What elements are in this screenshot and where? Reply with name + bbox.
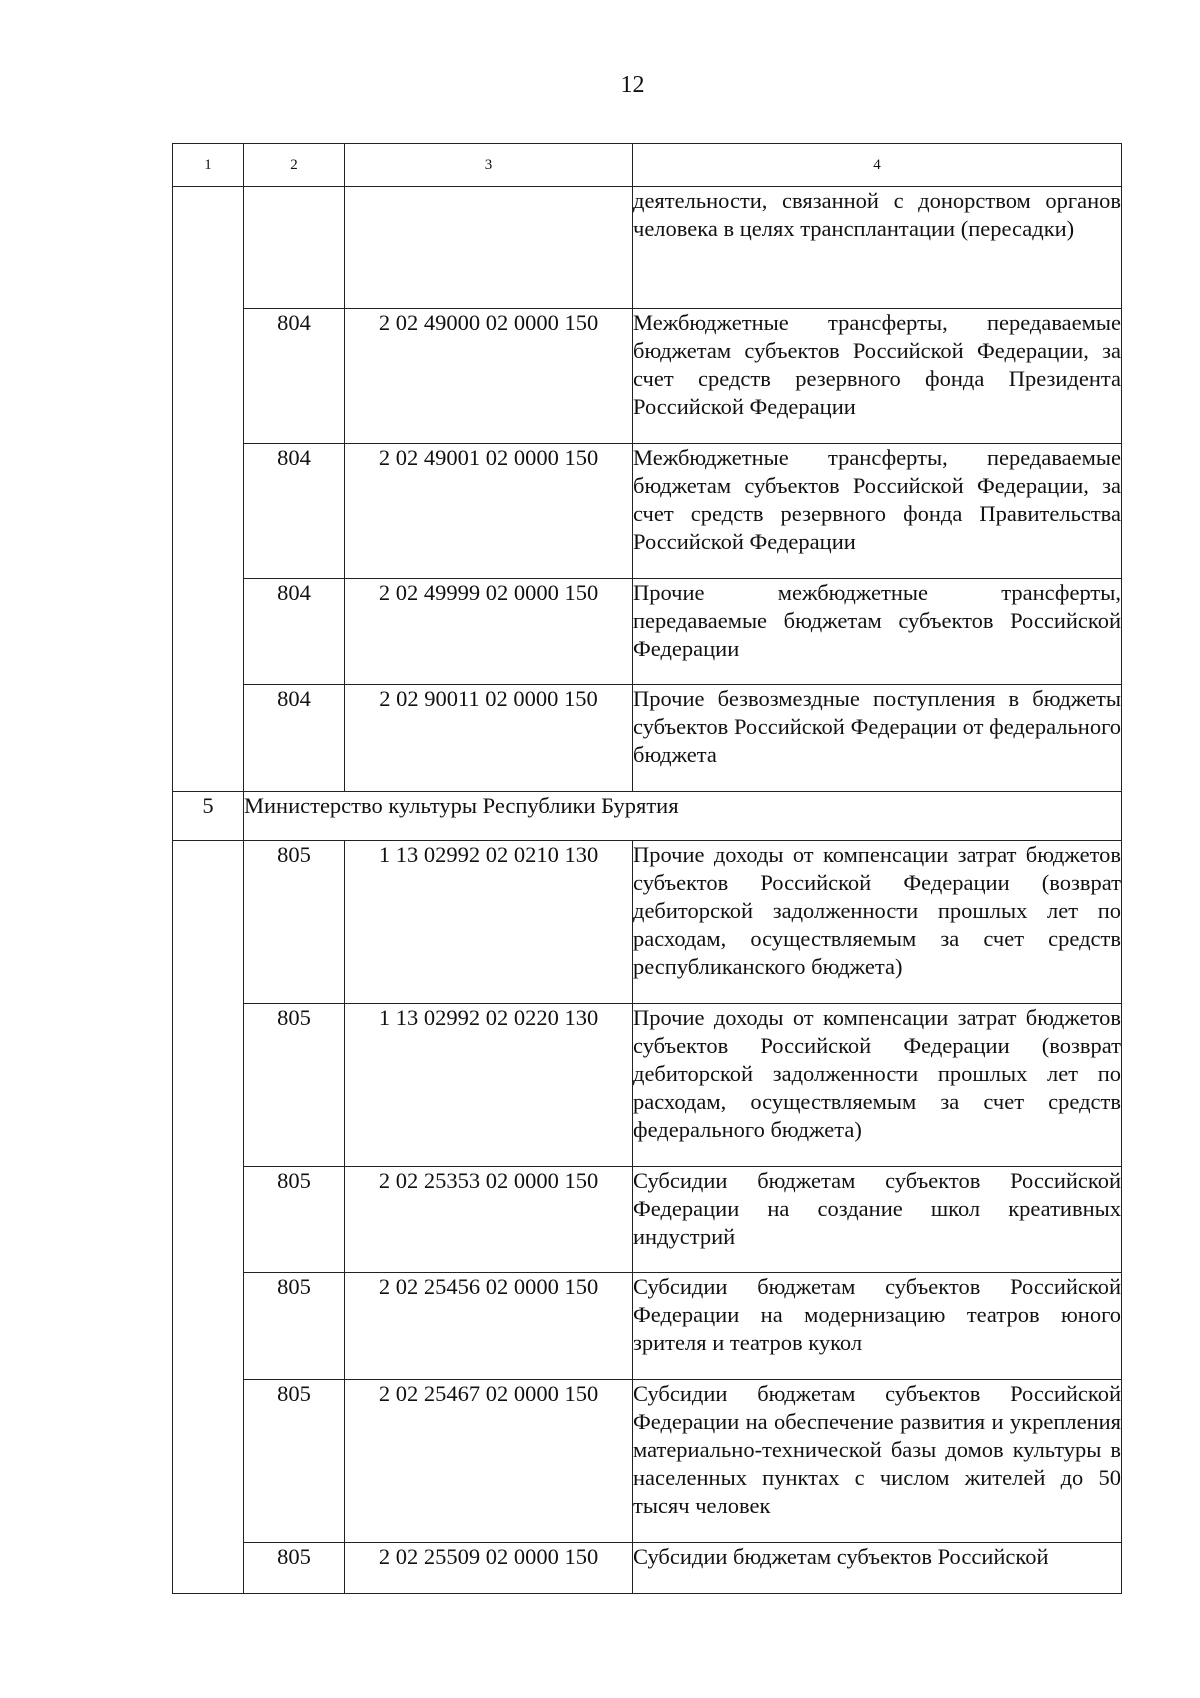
section-number: 5 — [173, 792, 244, 841]
income-code: 2 02 25353 02 0000 150 — [345, 1167, 633, 1273]
table-row — [173, 841, 1122, 1004]
row-number-cell — [173, 187, 244, 792]
section-row — [173, 792, 1122, 841]
income-description: деятельности, связанной с донорством органов человека в целях трансплантации (пересадки) — [633, 187, 1122, 309]
income-description: Субсидии бюджетам субъектов Российской Федерации на модернизацию театров юного зрителя и театров кукол — [633, 1273, 1122, 1380]
row-number-cell — [173, 841, 244, 1594]
income-description: Субсидии бюджетам субъектов Российской — [633, 1543, 1122, 1594]
income-description: Прочие доходы от компенсации затрат бюджетов субъектов Российской Федерации (возврат дебиторской задолженности прошлых лет по расходам, осуществляемым за счет средств республиканского бюджета) — [633, 841, 1122, 1004]
income-description: Межбюджетные трансферты, передаваемые бюджетам субъектов Российской Федерации, за счет средств резервного фонда Президента Российской Федерации — [633, 309, 1122, 444]
income-description: Межбюджетные трансферты, передаваемые бюджетам субъектов Российской Федерации, за счет средств резервного фонда Правительства Российской Федерации — [633, 444, 1122, 579]
table-header-row — [173, 144, 1122, 187]
admin-code: 804 — [244, 685, 345, 792]
table-row — [173, 309, 1122, 444]
admin-code: 804 — [244, 309, 345, 444]
income-code: 2 02 25456 02 0000 150 — [345, 1273, 633, 1380]
income-code: 2 02 25467 02 0000 150 — [345, 1380, 633, 1543]
income-description: Прочие безвозмездные поступления в бюджеты субъектов Российской Федерации от федерального бюджета — [633, 685, 1122, 792]
header-col-3: 3 — [345, 144, 633, 187]
income-code: 2 02 90011 02 0000 150 — [345, 685, 633, 792]
header-col-1: 1 — [173, 144, 244, 187]
admin-code — [244, 187, 345, 309]
admin-code: 805 — [244, 841, 345, 1004]
income-code: 2 02 49000 02 0000 150 — [345, 309, 633, 444]
income-code: 1 13 02992 02 0220 130 — [345, 1004, 633, 1167]
income-description: Прочие межбюджетные трансферты, передаваемые бюджетам субъектов Российской Федерации — [633, 579, 1122, 685]
income-description: Субсидии бюджетам субъектов Российской Федерации на создание школ креативных индустрий — [633, 1167, 1122, 1273]
admin-code: 805 — [244, 1273, 345, 1380]
header-col-2: 2 — [244, 144, 345, 187]
admin-code: 804 — [244, 444, 345, 579]
table-row — [173, 1273, 1122, 1380]
table-row — [173, 1167, 1122, 1273]
table-row — [173, 444, 1122, 579]
table-row — [173, 187, 1122, 309]
table-row — [173, 1380, 1122, 1543]
income-description: Субсидии бюджетам субъектов Российской Федерации на обеспечение развития и укрепления материально-технической базы домов культуры в населенных пунктах с числом жителей до 50 тысяч человек — [633, 1380, 1122, 1543]
table-row — [173, 685, 1122, 792]
income-code: 2 02 25509 02 0000 150 — [345, 1543, 633, 1594]
section-title: Министерство культуры Республики Бурятия — [244, 792, 1122, 841]
table-row — [173, 1004, 1122, 1167]
admin-code: 805 — [244, 1543, 345, 1594]
income-code: 1 13 02992 02 0210 130 — [345, 841, 633, 1004]
income-code: 2 02 49001 02 0000 150 — [345, 444, 633, 579]
income-code: 2 02 49999 02 0000 150 — [345, 579, 633, 685]
admin-code: 805 — [244, 1004, 345, 1167]
table-row — [173, 1543, 1122, 1594]
admin-code: 805 — [244, 1167, 345, 1273]
page-number: 12 — [620, 72, 645, 98]
header-col-4: 4 — [633, 144, 1122, 187]
admin-code: 805 — [244, 1380, 345, 1543]
income-code — [345, 187, 633, 309]
table-row — [173, 579, 1122, 685]
revenue-table — [172, 143, 1122, 1594]
income-description: Прочие доходы от компенсации затрат бюджетов субъектов Российской Федерации (возврат дебиторской задолженности прошлых лет по расходам, осуществляемым за счет средств федерального бюджета) — [633, 1004, 1122, 1167]
admin-code: 804 — [244, 579, 345, 685]
